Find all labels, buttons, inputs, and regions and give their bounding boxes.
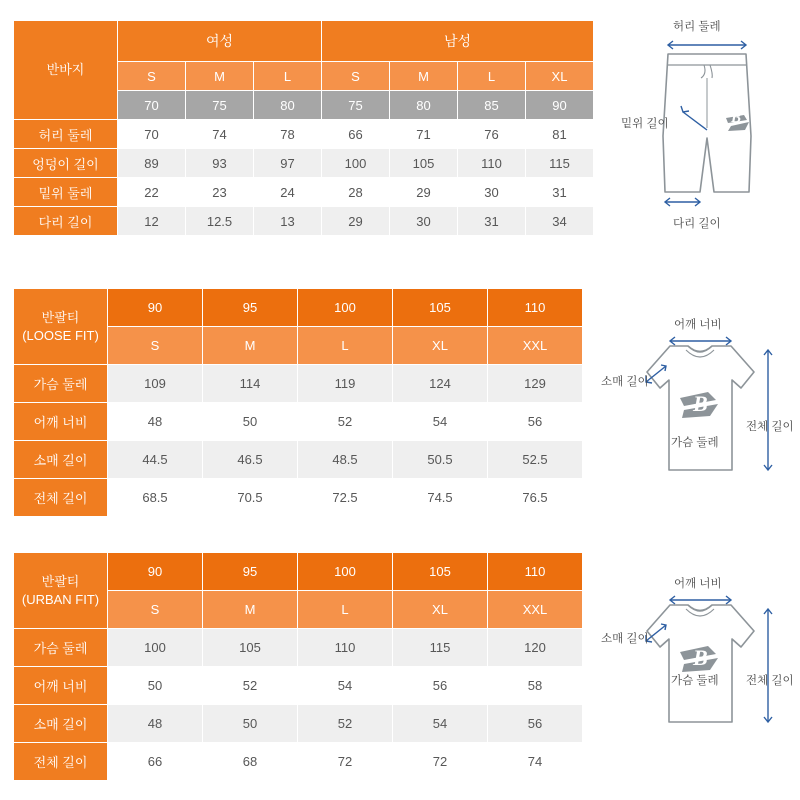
data-cell: 68.5 [108, 479, 203, 517]
data-cell: 56 [393, 667, 488, 705]
data-cell: 119 [298, 365, 393, 403]
size-number-cell: 100 [298, 553, 393, 591]
data-cell: 124 [393, 365, 488, 403]
data-cell: 48.5 [298, 441, 393, 479]
data-cell: 12.5 [186, 207, 254, 236]
data-cell: 74.5 [393, 479, 488, 517]
tee-length-label: 전체 길이 [746, 675, 794, 687]
data-cell: 114 [203, 365, 298, 403]
shorts-rise-label: 밑위 길이 [621, 118, 669, 130]
size-letter-cell: M [203, 591, 298, 629]
tee-shoulder-label: 어깨 너비 [674, 319, 722, 331]
table-row [14, 705, 583, 743]
shorts-leg-label: 다리 길이 [673, 218, 721, 230]
size-letter-cell: XL [393, 591, 488, 629]
loose-fit-table-block [13, 288, 583, 517]
size-number-cell: 75 [186, 91, 254, 120]
data-cell: 76.5 [488, 479, 583, 517]
size-number-cell: 95 [203, 289, 298, 327]
data-cell: 109 [108, 365, 203, 403]
table-row [14, 149, 594, 178]
data-cell: 81 [526, 120, 594, 149]
data-cell: 68 [203, 743, 298, 781]
loose-tee-diagram [598, 288, 798, 518]
size-number-cell: 90 [108, 553, 203, 591]
data-cell: 52 [203, 667, 298, 705]
size-letter-cell: L [254, 62, 322, 91]
row-label: 허리 둘레 [14, 120, 118, 149]
data-cell: 28 [322, 178, 390, 207]
table-row [14, 553, 583, 591]
size-letter-cell: XXL [488, 591, 583, 629]
table-row [14, 403, 583, 441]
corner-label-line2: (URBAN FIT) [21, 591, 100, 607]
data-cell: 24 [254, 178, 322, 207]
data-cell: 22 [118, 178, 186, 207]
data-cell: 31 [458, 207, 526, 236]
row-label: 가슴 둘레 [14, 629, 108, 667]
data-cell: 56 [488, 705, 583, 743]
table-row [14, 178, 594, 207]
group-header-men: 남성 [322, 21, 594, 62]
data-cell: 13 [254, 207, 322, 236]
urban-tee-diagram [598, 552, 798, 782]
shorts-size-table [13, 20, 594, 236]
data-cell: 93 [186, 149, 254, 178]
size-number-cell: 80 [390, 91, 458, 120]
row-label: 엉덩이 길이 [14, 149, 118, 178]
shorts-illustration [618, 18, 793, 248]
row-label: 가슴 둘레 [14, 365, 108, 403]
data-cell: 30 [458, 178, 526, 207]
size-letter-cell: S [118, 62, 186, 91]
tee-shoulder-label: 어깨 너비 [674, 578, 722, 590]
loose-fit-corner-label [14, 289, 108, 365]
table-row [14, 365, 583, 403]
data-cell: 110 [298, 629, 393, 667]
data-cell: 120 [488, 629, 583, 667]
data-cell: 100 [322, 149, 390, 178]
data-cell: 48 [108, 403, 203, 441]
size-number-cell: 90 [526, 91, 594, 120]
nb-logo-text: B [693, 391, 708, 416]
table-row [14, 479, 583, 517]
loose-fit-size-table [13, 288, 583, 517]
nb-logo-text: B [731, 110, 742, 126]
size-number-cell: 110 [488, 553, 583, 591]
data-cell: 48 [108, 705, 203, 743]
tee-sleeve-label: 소매 길이 [601, 633, 649, 645]
size-number-cell: 80 [254, 91, 322, 120]
data-cell: 115 [393, 629, 488, 667]
data-cell: 72 [298, 743, 393, 781]
data-cell: 66 [108, 743, 203, 781]
row-label: 밑위 둘레 [14, 178, 118, 207]
data-cell: 50 [203, 403, 298, 441]
urban-fit-corner-label [14, 553, 108, 629]
size-number-cell: 90 [108, 289, 203, 327]
corner-label-line1: 반팔티 [41, 309, 80, 325]
data-cell: 52.5 [488, 441, 583, 479]
size-letter-cell: L [298, 591, 393, 629]
size-number-cell: 75 [322, 91, 390, 120]
data-cell: 44.5 [108, 441, 203, 479]
row-label: 어깨 너비 [14, 667, 108, 705]
table-row [14, 120, 594, 149]
table-row [14, 743, 583, 781]
data-cell: 52 [298, 705, 393, 743]
data-cell: 110 [458, 149, 526, 178]
shorts-waist-label: 허리 둘레 [673, 21, 721, 33]
data-cell: 31 [526, 178, 594, 207]
size-number-cell: 105 [393, 553, 488, 591]
data-cell: 52 [298, 403, 393, 441]
size-number-cell: 110 [488, 289, 583, 327]
tee-length-label: 전체 길이 [746, 421, 794, 433]
table-row [14, 207, 594, 236]
data-cell: 66 [322, 120, 390, 149]
size-letter-cell: M [186, 62, 254, 91]
data-cell: 115 [526, 149, 594, 178]
data-cell: 100 [108, 629, 203, 667]
data-cell: 72 [393, 743, 488, 781]
size-letter-cell: L [458, 62, 526, 91]
table-row [14, 441, 583, 479]
data-cell: 34 [526, 207, 594, 236]
data-cell: 50.5 [393, 441, 488, 479]
size-letter-cell: S [108, 327, 203, 365]
data-cell: 74 [186, 120, 254, 149]
data-cell: 72.5 [298, 479, 393, 517]
table-row [14, 667, 583, 705]
tee-sleeve-label: 소매 길이 [601, 376, 649, 388]
size-letter-cell: M [203, 327, 298, 365]
size-letter-cell: S [108, 591, 203, 629]
size-number-cell: 95 [203, 553, 298, 591]
data-cell: 29 [390, 178, 458, 207]
data-cell: 46.5 [203, 441, 298, 479]
row-label: 어깨 너비 [14, 403, 108, 441]
size-letter-cell: XL [393, 327, 488, 365]
data-cell: 105 [203, 629, 298, 667]
data-cell: 58 [488, 667, 583, 705]
row-label: 소매 길이 [14, 705, 108, 743]
data-cell: 71 [390, 120, 458, 149]
tee-chest-label: 가슴 둘레 [671, 675, 719, 687]
data-cell: 76 [458, 120, 526, 149]
urban-fit-size-table [13, 552, 583, 781]
size-letter-cell: XL [526, 62, 594, 91]
row-label: 소매 길이 [14, 441, 108, 479]
size-number-cell: 105 [393, 289, 488, 327]
corner-label-line1: 반팔티 [41, 573, 80, 589]
data-cell: 129 [488, 365, 583, 403]
data-cell: 12 [118, 207, 186, 236]
data-cell: 74 [488, 743, 583, 781]
shorts-size-table-block [13, 20, 594, 236]
data-cell: 50 [108, 667, 203, 705]
data-cell: 30 [390, 207, 458, 236]
size-number-cell: 85 [458, 91, 526, 120]
size-letter-cell: M [390, 62, 458, 91]
row-label: 전체 길이 [14, 743, 108, 781]
data-cell: 54 [393, 705, 488, 743]
data-cell: 97 [254, 149, 322, 178]
size-letter-cell: S [322, 62, 390, 91]
urban-fit-table-block [13, 552, 583, 781]
size-number-cell: 70 [118, 91, 186, 120]
data-cell: 29 [322, 207, 390, 236]
data-cell: 56 [488, 403, 583, 441]
tee-chest-label: 가슴 둘레 [671, 437, 719, 449]
data-cell: 70.5 [203, 479, 298, 517]
size-number-cell: 100 [298, 289, 393, 327]
size-letter-cell: L [298, 327, 393, 365]
data-cell: 23 [186, 178, 254, 207]
data-cell: 78 [254, 120, 322, 149]
row-label: 다리 길이 [14, 207, 118, 236]
table-row [14, 289, 583, 327]
size-letter-cell: XXL [488, 327, 583, 365]
row-label: 전체 길이 [14, 479, 108, 517]
data-cell: 50 [203, 705, 298, 743]
data-cell: 105 [390, 149, 458, 178]
data-cell: 89 [118, 149, 186, 178]
table-row [14, 629, 583, 667]
shorts-corner-label: 반바지 [14, 21, 118, 120]
data-cell: 70 [118, 120, 186, 149]
nb-logo-text: B [693, 645, 708, 670]
data-cell: 54 [298, 667, 393, 705]
group-header-women: 여성 [118, 21, 322, 62]
data-cell: 54 [393, 403, 488, 441]
shorts-diagram [618, 18, 793, 248]
table-row [14, 21, 594, 62]
corner-label-line2: (LOOSE FIT) [22, 327, 99, 343]
